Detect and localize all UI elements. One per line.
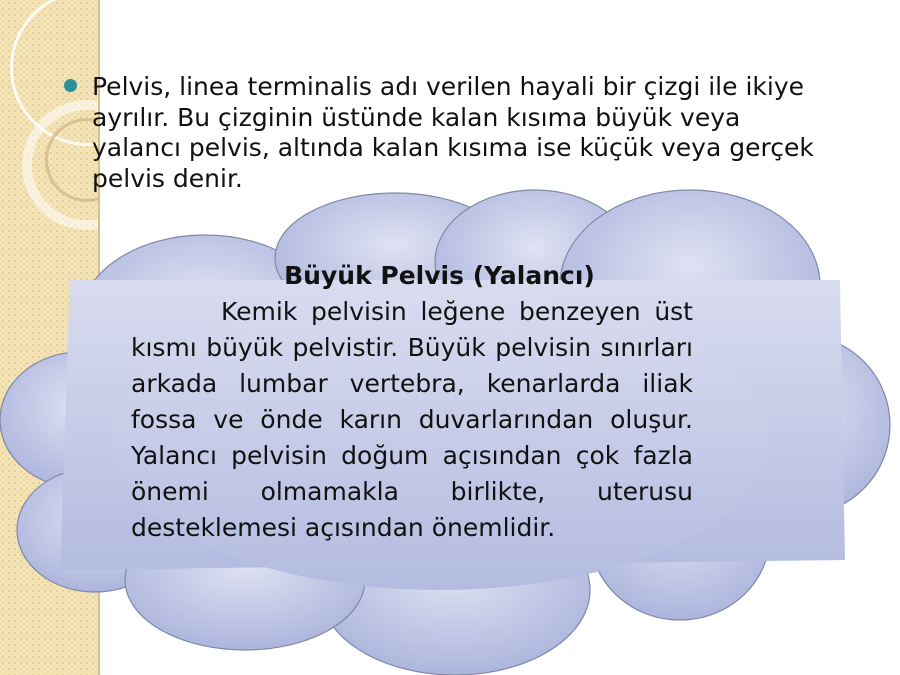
bullet-text: Pelvis, linea terminalis adı verilen hayali bir çizgi ile ikiye ayrılır. Bu çizginin üstünde kalan kısıma büyük veya yalancı pelvis, altında kalan kısıma ise küçük veya gerçek pelvis denir.: [92, 72, 814, 193]
cloud-title: Büyük Pelvis (Yalancı): [284, 261, 595, 290]
cloud-body: Kemik pelvisin leğene benzeyen üst kısmı büyük pelvistir. Büyük pelvisin sınırları arkada lumbar vertebra, kenarlarda iliak fossa ve önde karın duvarlarından oluşur. Yalancı pelvisin doğum açısından çok fazla önemi olmamakla birlikte, uterusu desteklemesi açısından önemlidir.: [131, 297, 693, 542]
cloud-callout-text: [131, 258, 693, 546]
